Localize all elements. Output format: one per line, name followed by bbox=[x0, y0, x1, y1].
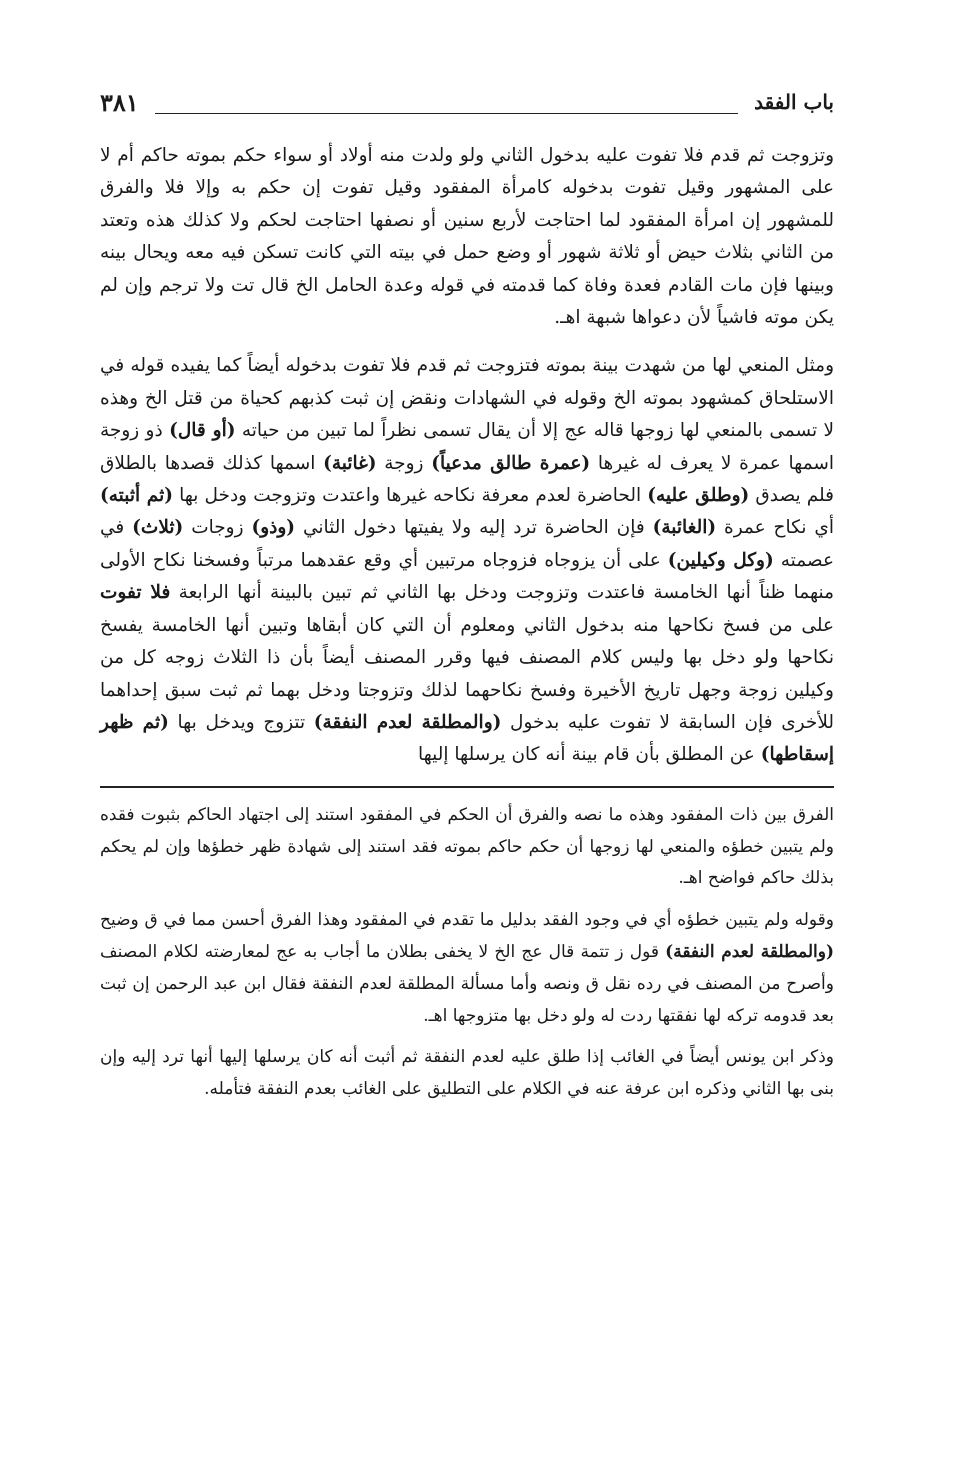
bold-term: (وكل وكيلين) bbox=[667, 549, 774, 571]
bold-term: (ثلاث) bbox=[132, 517, 184, 539]
bold-term: (والمطلقة لعدم النفقة) bbox=[313, 711, 502, 733]
footnotes bbox=[100, 800, 834, 1106]
bold-term: (الغائبة) bbox=[652, 517, 717, 539]
footnote-paragraph-3: وذكر ابن يونس أيضاً في الغائب إذا طلق عليه لعدم النفقة ثم أثبت أنه كان يرسلها إليها أنها ترد إليه وإن بنى بها الثاني وذكره ابن عرفة عنه في الكلام على التطليق على الغائب بعدم النفقة فتأمله. bbox=[100, 1047, 834, 1100]
bold-term: (وطلق عليه) bbox=[647, 485, 750, 507]
paragraph-1: وتزوجت ثم قدم فلا تفوت عليه بدخول الثاني ولو ولدت منه أولاد أو سواء حكم بموته حاكم أم لا على المشهور وقيل تفوت بدخوله كامرأة المفقود وقيل تفوت إن حكم به وإلا فلا والفرق للمشهور إن امرأة المفقود لما احتاجت لأربع سنين أو نصفها احتاجت لحكم ولا كذلك هذه وتعتد من الثاني بثلاث حيض أو ثلاثة شهور أو وضع حمل في بيته التي كانت تسكن فيه معه ويحال بينه وبينها فإن مات القادم فعدة وفاة كما قدمته في قوله وعدة الحامل الخ قال تت ولا ترجم وإن لم يكن موته فاشياً لأن دعواها شبهة اهـ. bbox=[100, 145, 834, 329]
main-text bbox=[100, 140, 834, 772]
bold-term: (أو قال) bbox=[169, 420, 236, 442]
footnote-paragraph-1: الفرق بين ذات المفقود وهذه ما نصه والفرق أن الحكم في المفقود استند إلى اجتهاد الحاكم بثبوت فقده ولم يتبين خطؤه والمنعي لها زوجها أن حكم حاكم بموته فقد استند إلى شهادة ظهر خطؤها وإن لم يحكم بذلك حاكم فواضح اهـ. bbox=[100, 804, 834, 889]
footnote-paragraph-2: وقوله ولم يتبين خطؤه أي في وجود الفقد بدليل ما تقدم في المفقود وهذا الفرق أحسن مما في ق وضيح (والمطلقة لعدم النفقة) قول ز تتمة قال عج الخ لا يخفى بطلان ما أجاب به عج لمعارضته لكلام المصنف وأصرح من المصنف في رده نقل ق ونصه وأما مسألة المطلقة لعدم النفقة فقال ابن عبد الرحمن إن ثبت بعد قدومه تركه لها نفقتها ردت له ولو دخل بها متزوجها اهـ. bbox=[100, 910, 834, 1026]
chapter-title: باب الفقد bbox=[754, 90, 834, 114]
footnote-separator bbox=[100, 786, 834, 788]
bold-term: (ثم ظهر إسقاطها) bbox=[100, 711, 834, 766]
running-header bbox=[100, 82, 834, 122]
bold-term: (ثم أثبته) bbox=[100, 485, 173, 507]
bold-term: (غائبة) bbox=[323, 452, 377, 474]
bold-term: فلا تفوت bbox=[100, 582, 171, 604]
header-rule bbox=[155, 113, 738, 114]
page-number: ٣٨١ bbox=[100, 87, 139, 117]
bold-term: (عمرة طالق مدعياً) bbox=[431, 452, 591, 474]
bold-term: (والمطلقة لعدم النفقة) bbox=[665, 941, 834, 962]
paragraph-2: ومثل المنعي لها من شهدت بينة بموته فتزوجت ثم قدم فلا تفوت بدخوله أيضاً كما يفيده قوله في الاستلحاق كمشهود بموته الخ وقوله في الشهادات ونقض إن ثبت كذبهم كحياة من قتل الخ وهذه لا تسمى بالمنعي لها زوجها قاله عج إلا أن يقال تسمى نظراً لما تبين من حياته (أو قال) ذو زوجة اسمها عمرة لا يعرف له غيرها (عمرة طالق مدعياً) زوجة (غائبة) اسمها كذلك قصدها بالطلاق فلم يصدق (وطلق عليه) الحاضرة لعدم معرفة نكاحه غيرها واعتدت وتزوجت ودخل بها (ثم أثبته) أي نكاح عمرة (الغائبة) فإن الحاضرة ترد إليه ولا يفيتها دخول الثاني (وذو) زوجات (ثلاث) في عصمته (وكل وكيلين) على أن يزوجاه فزوجاه مرتبين أي وقع عقدهما مرتباً وفسخنا نكاح الأولى منهما ظناً أنها الخامسة فاعتدت وتزوجت ودخل بها الثاني ثم تبين بالبينة أنها الرابعة فلا تفوت على من فسخ نكاحها منه بدخول الثاني ومعلوم أن التي كان أبقاها وتبين أنها الخامسة يفسخ نكاحها ولو دخل بها وليس كلام المصنف فيها وقرر المصنف أيضاً بأن ذا الثلاث زوجه كل من وكيلين زوجة وجهل تاريخ الأخيرة وفسخ نكاحهما لذلك وتزوجتا ودخل بهما ثم ثبت سبق إحداهما للأخرى فإن السابقة لا تفوت عليه بدخول (والمطلقة لعدم النفقة) تتزوج ويدخل بها (ثم ظهر إسقاطها) عن المطلق بأن قام بينة أنه كان يرسلها إليها bbox=[100, 355, 835, 766]
bold-term: (وذو) bbox=[251, 517, 296, 539]
